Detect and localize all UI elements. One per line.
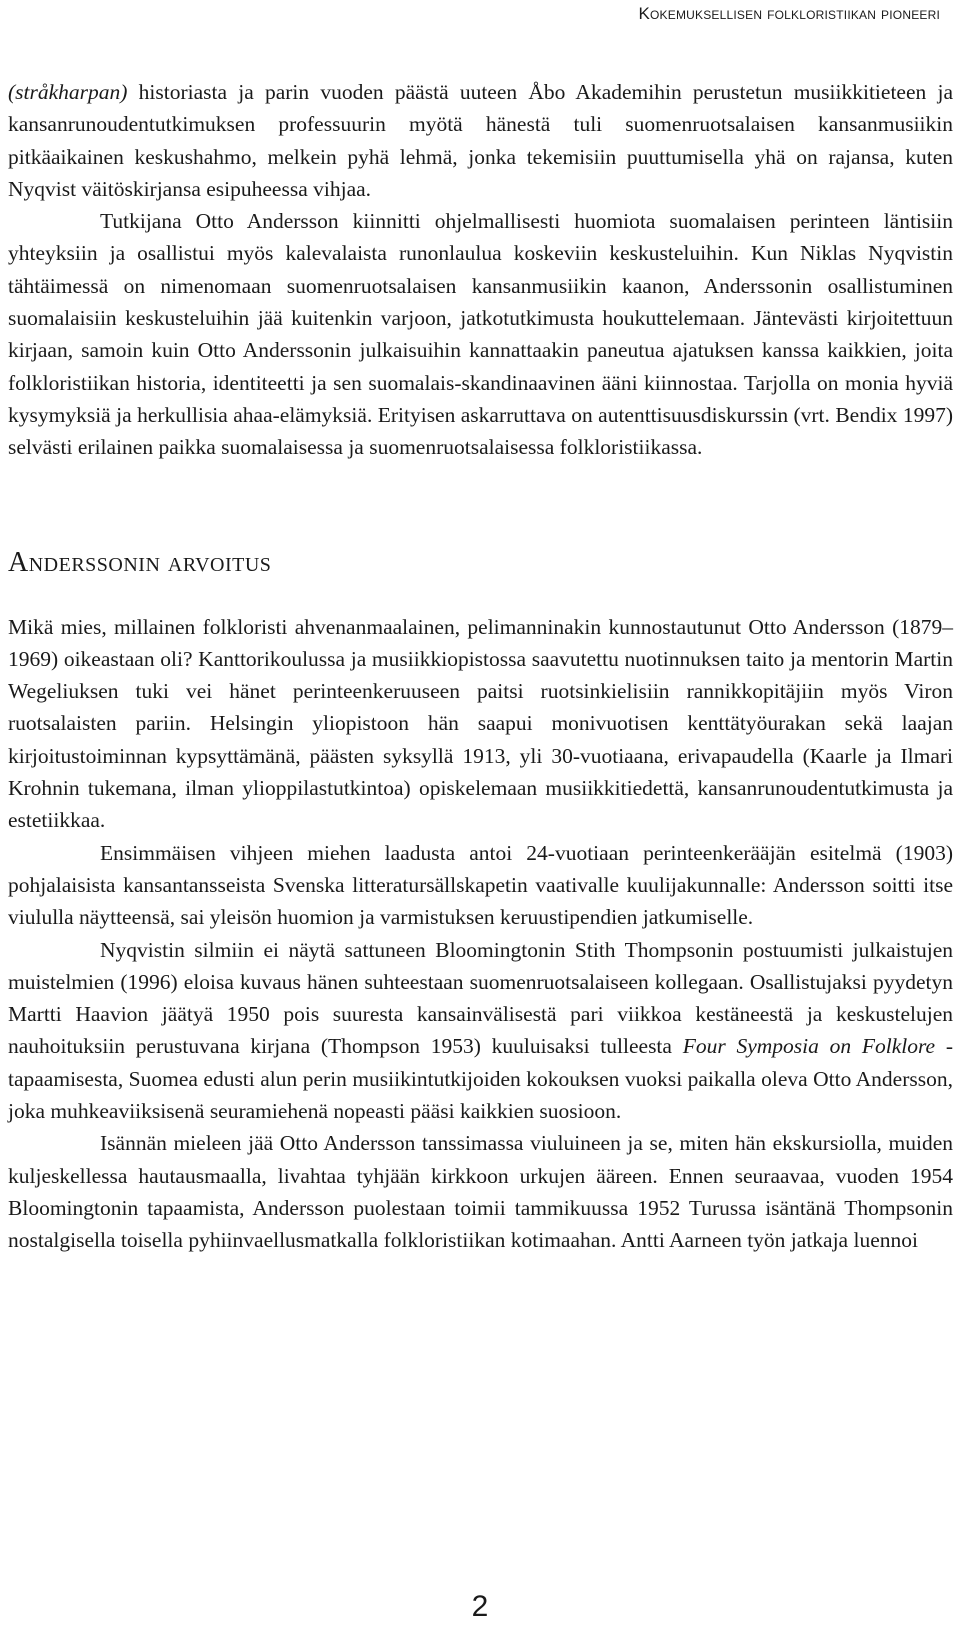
paragraph: Ensimmäisen vihjeen miehen laadusta antoi 24-vuotiaan perinteenkerääjän esitelmä (1903) pohjalaisista kansantansseista Svenska litteratursällskapetin vaativalle kuulijakunnalle: Andersson soitti itse viululla näytteensä, sai yleisön huomion ja varmistuksen keruustipendien jatkumiselle. [8, 840, 953, 930]
paragraph [8, 934, 953, 1128]
paragraph-text: -tapaamisesta, Suomea edusti alun perin musiikintutkijoiden kokouksen vuoksi paikalla oleva Otto Andersson, joka muhkeaviiksisenä seuramiehenä nopeasti pääsi kaikkien suosioon. [8, 1034, 953, 1124]
page-number: 2 [471, 1590, 489, 1623]
italic-term: (stråkharpan) [8, 80, 128, 104]
paragraph: Mikä mies, millainen folkloristi ahvenanmaalainen, pelimanninakin kunnostautunut Otto Andersson (1879–1969) oikeastaan oli? Kanttorikoulussa ja musiikkiopistossa saavutettu nuotinnuksen taito ja mentorin Martin Wegeliuksen tuki vei hänet perinteenkeruuseen paitsi ruotsinkielisiin rannikkopitäjiin myös Viron ruotsalaisten pariin. Helsingin yliopistoon hän saapui monivuotisen kenttätyöurakan sekä laajan kirjoitustoiminnan kypsyttämänä, päästen syksyllä 1913, yli 30-vuotiaana, erivapaudella (Kaarle ja Ilmari Krohnin tukemana, ilman ylioppilastutkintoa) opiskelemaan musiikkitiedettä, kansanrunoudentutkimusta ja estetiikkaa. [8, 614, 953, 833]
paragraph-text: historiasta ja parin vuoden päästä uuteen Åbo Akademihin perustetun musiikkitieteen ja kansanrunoudentutkimuksen professuurin myötä hänestä tuli suomenruotsalaisen kansanmusiikin pitkäaikainen keskushahmo, melkein pyhä lehmä, jonka tekemisiin puuttumisella yhä on rajansa, kuten Nyqvist väitöskirjansa esipuheessa vihjaa. [8, 80, 953, 201]
section-body [8, 611, 953, 1257]
italic-title: Four Symposia on Folklore [682, 1034, 936, 1059]
paragraph: Isännän mieleen jää Otto Andersson tanssimassa viuluineen ja se, miten hän ekskursiolla, muiden kuljeskellessa hautausmaalla, livahtaa tyhjään kirkkoon urkujen ääreen. Ennen seuraavaa, vuoden 1954 Bloomingtonin tapaamista, Andersson puolestaan toimii tammikuussa 1952 Turussa isäntänä Thompsonin nostalgisella toisella pyhiinvaellusmatkalla folkloristiikan kotimaahan. Antti Aarneen työn jatkaja luennoi [8, 1131, 953, 1253]
document-body [8, 76, 953, 1257]
paragraph [8, 76, 953, 205]
paragraph-text: Nyqvistin silmiin ei näytä sattuneen Bloomingtonin Stith Thompsonin postuumisti julkaistujen muistelmien (1996) eloisa kuvaus hänen suhteestaan suomenruotsalaiseen kollegaan. Osallistujaksi pyydetyn Martti Haavion jäätyä 1950 pois suuresta kansainvälisestä pari viikkoa kestäneestä ja keskustelujen nauhoituksiin perustuvana kirjana (Thompson 1953) kuuluisaksi tulleesta [8, 937, 953, 1059]
paragraph: Tutkijana Otto Andersson kiinnitti ohjelmallisesti huomiota suomalaisen perinteen läntisiin yhteyksiin ja osallistui myös kalevalaista runonlaulua koskeviin keskusteluihin. Kun Niklas Nyqvistin tähtäimessä on nimenomaan suomenruotsalaisen kansanmusiikin kaanon, Anderssonin osallistuminen suomalaisiin keskusteluihin jää kuitenkin varjoon, jatkotutkimusta houkuttelemaan. Jäntevästi kirjoitettuun kirjaan, samoin kuin Otto Anderssonin julkaisuihin kannattaakin paneutua ajatuksen kanssa kaikkien, joita folkloristiikan historia, identiteetti ja sen suomalais-skandinaavinen ääni kiinnostaa. Tarjolla on monia hyviä kysymyksiä ja herkullisia ahaa-elämyksiä. Erityisen askarruttava on autenttisuusdiskurssin (vrt. Bendix 1997) selvästi erilainen paikka suomalaisessa ja suomenruotsalaisessa folkloristiikassa. [8, 209, 953, 460]
running-header: Kokemuksellisen folkloristiikan pioneeri [638, 4, 940, 23]
section-heading: Anderssonin arvoitus [8, 546, 272, 578]
